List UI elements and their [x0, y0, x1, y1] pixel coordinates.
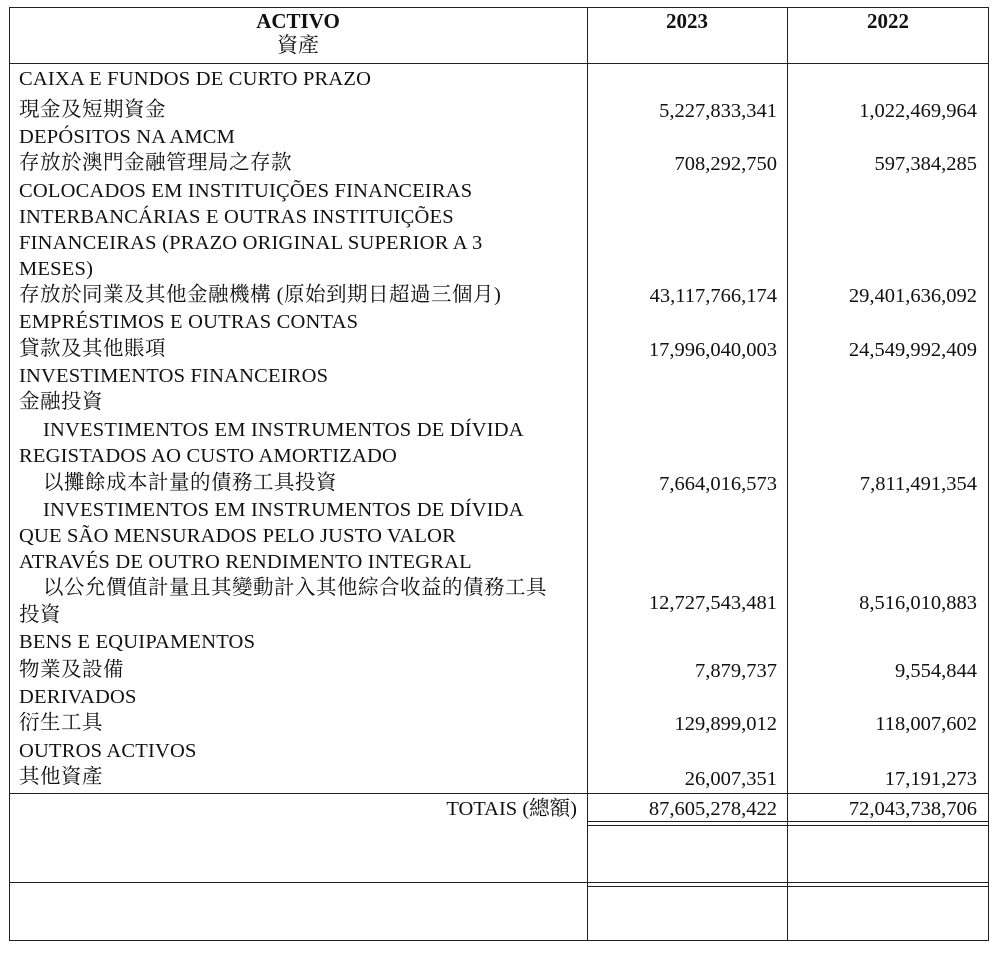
totals-label: TOTAIS (總額): [446, 798, 577, 820]
row-caixa-pt: CAIXA E FUNDOS DE CURTO PRAZO: [19, 68, 372, 90]
row-colocados-pt-3: FINANCEIRAS (PRAZO ORIGINAL SUPERIOR A 3: [19, 232, 483, 254]
column-divider-1: [587, 7, 588, 941]
row-colocados-cn: 存放於同業及其他金融機構 (原始到期日超過三個月): [19, 284, 502, 306]
row-caixa-2022: 1,022,469,964: [859, 100, 977, 122]
total-double-rule-2: [587, 825, 989, 826]
row-justo-valor-2022: 8,516,010,883: [859, 592, 977, 614]
row-colocados-2023: 43,117,766,174: [649, 285, 777, 307]
total-label-box-top: [9, 793, 587, 794]
row-colocados-pt-1: COLOCADOS EM INSTITUIÇÕES FINANCEIRAS: [19, 180, 473, 202]
row-amcm-2023: 708,292,750: [674, 153, 777, 175]
row-amcm-2022: 597,384,285: [874, 153, 977, 175]
column-divider-2: [787, 7, 788, 941]
row-justo-valor-2023: 12,727,543,481: [648, 592, 777, 614]
row-emprestimos-pt: EMPRÉSTIMOS E OUTRAS CONTAS: [19, 311, 359, 333]
row-justo-valor-cn-2: 投資: [19, 604, 61, 626]
row-custo-amortizado-pt-2: REGISTADOS AO CUSTO AMORTIZADO: [19, 445, 398, 467]
row-colocados-pt-4: MESES): [19, 258, 94, 280]
row-derivados-2022: 118,007,602: [875, 713, 977, 735]
row-bens-2022: 9,554,844: [895, 660, 977, 682]
row-bens-2023: 7,879,737: [695, 660, 777, 682]
header-year-2023: [587, 9, 787, 33]
row-derivados-cn: 衍生工具: [19, 712, 103, 734]
row-amcm-cn: 存放於澳門金融管理局之存款: [19, 152, 292, 174]
total-double-rule-1: [587, 821, 989, 822]
row-amcm-pt: DEPÓSITOS NA AMCM: [19, 126, 236, 148]
totals-2022: 72,043,738,706: [848, 798, 977, 820]
row-emprestimos-2023: 17,996,040,003: [648, 339, 777, 361]
row-justo-valor-cn-1: 以公允價值計量且其變動計入其他綜合收益的債務工具: [43, 577, 547, 599]
year-2022-label: 2022: [867, 9, 909, 33]
header-activo-cn: 資產: [277, 33, 319, 57]
header-year-2022: [787, 9, 989, 33]
row-emprestimos-cn: 貸款及其他賬項: [19, 338, 166, 360]
row-investimentos-pt: INVESTIMENTOS FINANCEIROS: [19, 365, 329, 387]
lower-rule-2: [587, 886, 989, 887]
row-emprestimos-2022: 24,549,992,409: [848, 339, 977, 361]
row-outros-cn: 其他資產: [19, 766, 103, 788]
totals-2023: 87,605,278,422: [648, 798, 777, 820]
header-activo: [9, 9, 587, 57]
row-custo-amortizado-2023: 7,664,016,573: [659, 473, 777, 495]
row-bens-cn: 物業及設備: [19, 659, 124, 681]
frame-left: [9, 7, 10, 941]
frame-top: [9, 7, 989, 8]
row-bens-pt: BENS E EQUIPAMENTOS: [19, 631, 256, 653]
row-custo-amortizado-cn: 以攤餘成本計量的債務工具投資: [43, 472, 337, 494]
row-outros-2023: 26,007,351: [684, 768, 777, 790]
row-colocados-2022: 29,401,636,092: [848, 285, 977, 307]
row-colocados-pt-2: INTERBANCÁRIAS E OUTRAS INSTITUIÇÕES: [19, 206, 454, 228]
row-custo-amortizado-2022: 7,811,491,354: [859, 473, 977, 495]
row-justo-valor-pt-2: QUE SÃO MENSURADOS PELO JUSTO VALOR: [19, 525, 456, 547]
row-outros-2022: 17,191,273: [884, 768, 977, 790]
total-top-rule-1: [587, 793, 989, 794]
header-rule: [9, 63, 989, 64]
balance-sheet-table: [9, 7, 989, 941]
row-caixa-cn: 現金及短期資金: [19, 99, 166, 121]
row-outros-pt: OUTROS ACTIVOS: [19, 740, 197, 762]
header-activo-pt: ACTIVO: [256, 9, 340, 33]
row-derivados-2023: 129,899,012: [674, 713, 777, 735]
frame-bottom: [9, 940, 989, 941]
row-caixa-2023: 5,227,833,341: [659, 100, 777, 122]
row-justo-valor-pt-3: ATRAVÉS DE OUTRO RENDIMENTO INTEGRAL: [19, 551, 472, 573]
row-custo-amortizado-pt-1: INVESTIMENTOS EM INSTRUMENTOS DE DÍVIDA: [43, 419, 524, 441]
lower-rule-1: [9, 882, 989, 883]
row-derivados-pt: DERIVADOS: [19, 686, 137, 708]
frame-right: [988, 7, 989, 941]
row-investimentos-cn: 金融投資: [19, 391, 103, 413]
row-justo-valor-pt-1: INVESTIMENTOS EM INSTRUMENTOS DE DÍVIDA: [43, 499, 524, 521]
year-2023-label: 2023: [666, 9, 708, 33]
